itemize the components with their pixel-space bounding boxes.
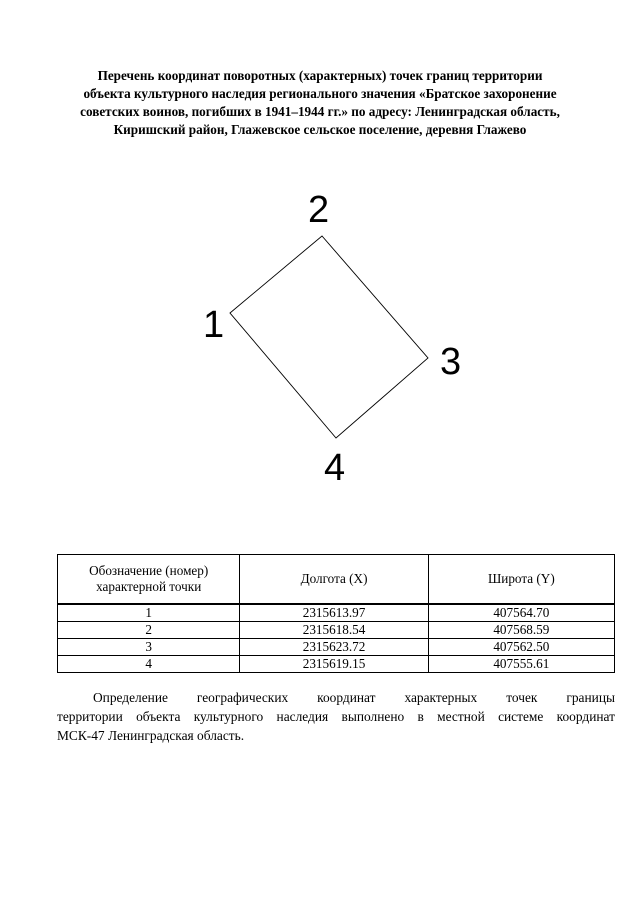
table-row [58, 639, 615, 656]
cell-longitude: 2315619.15 [240, 656, 428, 673]
note-line-1: Определение географических координат характерных точек границы [93, 690, 615, 705]
cell-point-id: 1 [58, 604, 240, 622]
cell-longitude: 2315623.72 [240, 639, 428, 656]
point-label-1: 1 [203, 304, 225, 346]
boundary-polygon [230, 236, 428, 438]
table-row [58, 656, 615, 673]
cell-point-id: 4 [58, 656, 240, 673]
point-label-3: 3 [440, 341, 462, 383]
header-point-id-line-2: характерной точки [96, 579, 202, 594]
cell-point-id: 2 [58, 622, 240, 639]
table-row [58, 622, 615, 639]
header-latitude: Широта (Y) [428, 555, 614, 605]
cell-longitude: 2315618.54 [240, 622, 428, 639]
title-line-4: Киришский район, Глажевское сельское поселение, деревня Глажево [113, 122, 527, 137]
table-row [58, 604, 615, 622]
table-header-row [58, 555, 615, 605]
header-point-id [58, 555, 240, 605]
cell-latitude: 407568.59 [428, 622, 614, 639]
cell-longitude: 2315613.97 [240, 604, 428, 622]
header-longitude: Долгота (X) [240, 555, 428, 605]
cell-point-id: 3 [58, 639, 240, 656]
point-label-4: 4 [324, 447, 346, 489]
document-title [40, 67, 600, 139]
cell-latitude: 407555.61 [428, 656, 614, 673]
note-line-3: МСК-47 Ленинградская область. [57, 728, 245, 743]
coordinates-table [57, 554, 615, 673]
point-label-2: 2 [308, 189, 330, 231]
note-line-2: территории объекта культурного наследия выполнено в местной системе координат [57, 709, 615, 724]
title-line-2: объекта культурного наследия регионального значения «Братское захоронение [83, 86, 557, 101]
cell-latitude: 407564.70 [428, 604, 614, 622]
title-line-3: советских воинов, погибших в 1941–1944 гг.» по адресу: Ленинградская область, [80, 104, 560, 119]
header-point-id-line-1: Обозначение (номер) [89, 563, 209, 578]
title-line-1: Перечень координат поворотных (характерных) точек границ территории [97, 68, 543, 83]
cell-latitude: 407562.50 [428, 639, 614, 656]
coordinate-system-note [57, 688, 615, 745]
